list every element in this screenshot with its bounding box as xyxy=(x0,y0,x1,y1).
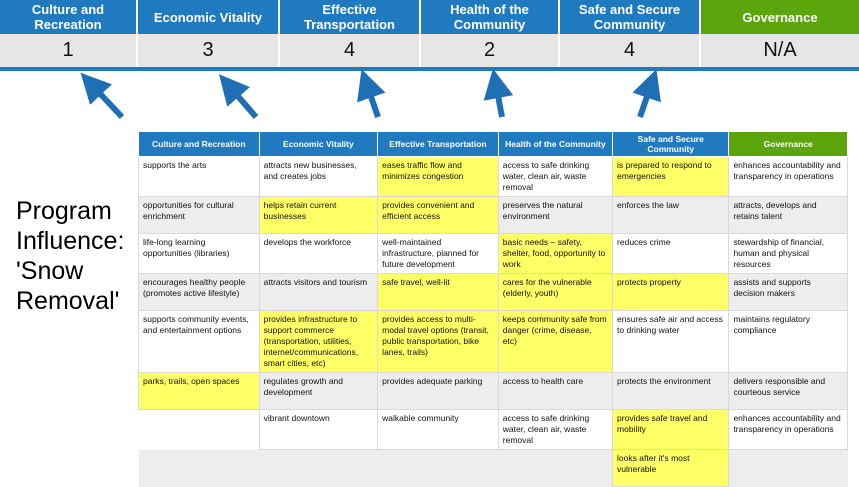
matrix-cell: access to safe drinking water, clean air, waste removal xyxy=(498,157,612,197)
matrix-cell: well-maintained infrastructure, planned for future development xyxy=(378,234,499,274)
header-cell-safe-and-secure-community xyxy=(560,0,701,34)
matrix-cell: protects the environment xyxy=(613,373,729,410)
matrix-cell: safe travel, well-lit xyxy=(378,274,499,311)
matrix-cell: attracts new businesses, and creates jobs xyxy=(259,157,378,197)
table-row xyxy=(139,197,848,234)
arrow-4 xyxy=(496,85,502,117)
matrix-header-health-of-the-community: Health of the Community xyxy=(498,132,612,157)
score-governance: N/A xyxy=(763,39,797,61)
matrix-cell: life-long learning opportunities (libraries) xyxy=(139,234,260,274)
header-label: Health of the Community xyxy=(450,2,529,32)
matrix-cell: walkable community xyxy=(378,410,499,450)
header-label: Economic Vitality xyxy=(153,9,263,25)
matrix-cell xyxy=(259,450,378,487)
influence-matrix xyxy=(138,131,848,487)
matrix-cell: maintains regulatory compliance xyxy=(729,311,848,373)
matrix-cell: preserves the natural environment xyxy=(498,197,612,234)
matrix-cell: provides infrastructure to support commerce (transportation, utilities, internet/communications, smart cities, etc) xyxy=(259,311,378,373)
matrix-cell xyxy=(139,450,260,487)
program-influence-caption xyxy=(16,196,136,316)
caption-line-1: Program xyxy=(16,197,112,225)
matrix-cell: enhances accountability and transparency in operations xyxy=(729,157,848,197)
header-label: Culture and Recreation xyxy=(31,2,105,32)
arrow-3 xyxy=(367,85,378,117)
arrow-5 xyxy=(640,85,651,117)
table-row xyxy=(139,311,848,373)
caption-line-2: Influence: xyxy=(16,227,125,255)
matrix-cell: provides adequate parking xyxy=(378,373,499,410)
matrix-cell: is prepared to respond to emergencies xyxy=(613,157,729,197)
matrix-cell: develops the workforce xyxy=(259,234,378,274)
matrix-cell: regulates growth and development xyxy=(259,373,378,410)
arrow-2 xyxy=(230,87,256,117)
header-cell-governance xyxy=(701,0,859,34)
arrows-svg xyxy=(0,71,859,131)
table-row xyxy=(139,157,848,197)
matrix-header-governance: Governance xyxy=(729,132,848,157)
matrix-cell: reduces crime xyxy=(613,234,729,274)
matrix-cell: provides access to multi-modal travel options (transit, public transportation, bike lanes, trails) xyxy=(378,311,499,373)
matrix-cell: vibrant downtown xyxy=(259,410,378,450)
matrix-cell xyxy=(139,410,260,450)
matrix-cell: supports community events, and entertainment options xyxy=(139,311,260,373)
influence-arrows xyxy=(0,71,859,131)
caption-line-4: Removal' xyxy=(16,287,120,315)
matrix-cell: parks, trails, open spaces xyxy=(139,373,260,410)
table-row xyxy=(139,410,848,450)
table-row xyxy=(139,373,848,410)
header-label: Effective Transportation xyxy=(303,2,395,32)
score-health-of-the-community: 2 xyxy=(421,34,560,67)
matrix-cell: cares for the vulnerable (elderly, youth) xyxy=(498,274,612,311)
matrix-cell: provides convenient and efficient access xyxy=(378,197,499,234)
table-row xyxy=(139,450,848,487)
matrix-header-effective-transportation: Effective Transportation xyxy=(378,132,499,157)
score-effective-transportation: 4 xyxy=(280,34,421,67)
table-row xyxy=(139,234,848,274)
matrix-cell: encourages healthy people (promotes active lifestyle) xyxy=(139,274,260,311)
matrix-cell: enhances accountability and transparency in operations xyxy=(729,410,848,450)
caption-line-3: 'Snow xyxy=(16,257,84,285)
score-economic-vitality: 3 xyxy=(138,34,280,67)
header-cell-health-of-the-community xyxy=(421,0,560,34)
matrix-cell: stewardship of financial, human and physical resources xyxy=(729,234,848,274)
header-label: Governance xyxy=(742,9,818,25)
score-safe-and-secure-community: 4 xyxy=(560,34,701,67)
matrix-cell xyxy=(729,450,848,487)
matrix-cell: access to health care xyxy=(498,373,612,410)
matrix-cell xyxy=(378,450,499,487)
matrix-cell: enforces the law xyxy=(613,197,729,234)
arrow-1 xyxy=(92,85,122,117)
matrix-body xyxy=(139,157,848,487)
header-cell-economic-vitality xyxy=(138,0,280,34)
scorecard-header-band xyxy=(0,0,859,34)
matrix-cell: delivers responsible and courteous service xyxy=(729,373,848,410)
score-band xyxy=(0,34,859,67)
matrix-cell: provides safe travel and mobility xyxy=(613,410,729,450)
matrix-cell: supports the arts xyxy=(139,157,260,197)
matrix-cell: ensures safe air and access to drinking water xyxy=(613,311,729,373)
matrix-cell: protects property xyxy=(613,274,729,311)
matrix-cell: looks after it's most vulnerable xyxy=(613,450,729,487)
matrix-cell xyxy=(498,450,612,487)
matrix-cell: access to safe drinking water, clean air, waste removal xyxy=(498,410,612,450)
matrix-cell: attracts, develops and retains talent xyxy=(729,197,848,234)
matrix-cell: opportunities for cultural enrichment xyxy=(139,197,260,234)
matrix-header-row xyxy=(139,132,848,157)
matrix-header-economic-vitality: Economic Vitality xyxy=(259,132,378,157)
score-culture-and-recreation: 1 xyxy=(0,34,138,67)
matrix-cell: attracts visitors and tourism xyxy=(259,274,378,311)
matrix-header-culture-and-recreation: Culture and Recreation xyxy=(139,132,260,157)
matrix-cell: eases traffic flow and minimizes congestion xyxy=(378,157,499,197)
matrix-header-safe-and-secure-community: Safe and Secure Community xyxy=(613,132,729,157)
matrix-cell: basic needs – safety, shelter, food, opportunity to work xyxy=(498,234,612,274)
header-cell-effective-transportation xyxy=(280,0,421,34)
matrix-cell: assists and supports decision makers xyxy=(729,274,848,311)
header-label: Safe and Secure Community xyxy=(578,2,681,32)
matrix-cell: helps retain current businesses xyxy=(259,197,378,234)
matrix-cell: keeps community safe from danger (crime, disease, etc) xyxy=(498,311,612,373)
header-cell-culture-and-recreation xyxy=(0,0,138,34)
table-row xyxy=(139,274,848,311)
